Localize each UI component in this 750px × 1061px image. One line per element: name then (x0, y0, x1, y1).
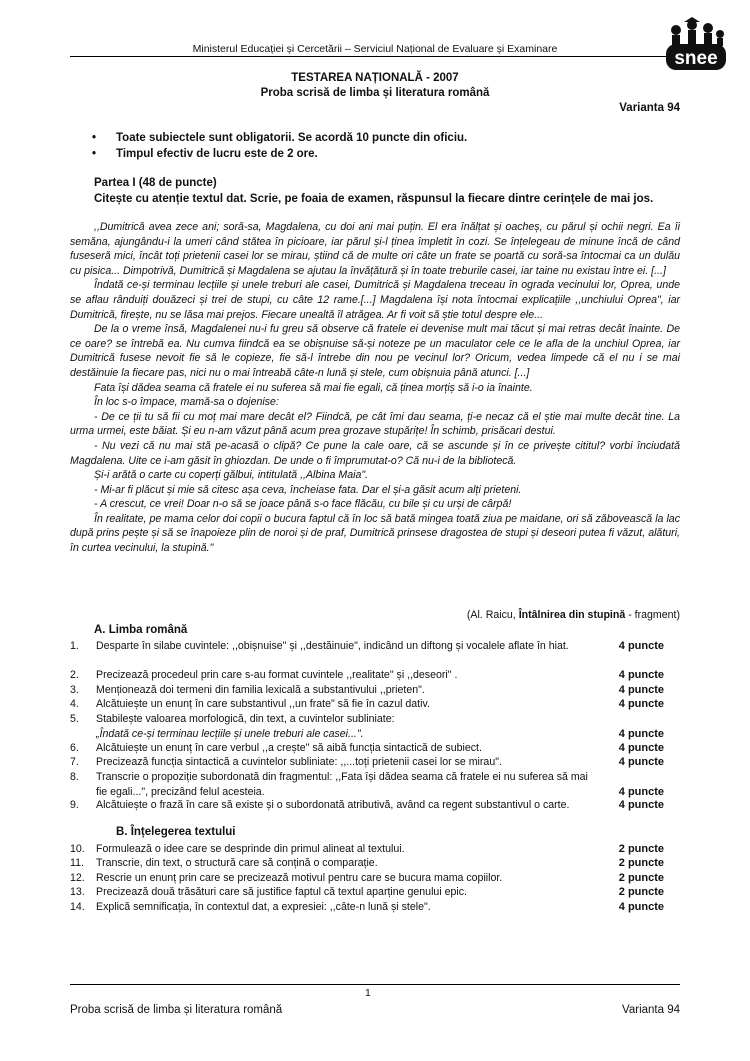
question-item (70, 842, 680, 857)
question-text: Transcrie o propoziție subordonată din fragmentul: ,,Fata își dădea seama că fratele ei nu suferea să mai fie egali...", precizând felul acesteia. (96, 771, 588, 798)
question-points: 4 puncte (618, 640, 664, 652)
passage-paragraph: ,,Dumitrică avea zece ani; soră-sa, Magdalena, cu doi ani mai puțin. El era înălțat și oacheș, cu părul și ochii negri. Ea îi semăna, ajungându-i la umeri când stătea în picioare, iar părul și-l ținea împletit în cozi. Se înțelegeau de minune încă de când fuseseră mici, încât toți prietenii casei lor se mirau, știind că de multe ori câte un frate se poartă cu soră-sa întocmai ca un dulău cu pisica... Dimpotrivă, Dumitrică și Magdalena se ajutau la învățătură și în toate treburile casei, iar taine nu existau între ei. [...] (70, 221, 680, 277)
question-points: 4 puncte (618, 742, 664, 754)
passage-paragraph: - A crescut, ce vrei! Doar n-o să se joace până s-o face flăcău, cu bile și cu urși de cârpă! (94, 498, 512, 511)
passage-paragraph: În loc s-o împace, mamă-sa o dojenise: (94, 396, 279, 409)
passage-paragraph: Fata își dădea seama că fratele ei nu suferea să mai fie egali, că ținea morțiș să i-o ia înainte. (94, 381, 533, 394)
question-points: 4 puncte (618, 756, 664, 768)
footer-title: Proba scrisă de limba și literatura română (70, 1004, 283, 1016)
instructions-list (92, 130, 692, 162)
question-text: Precizează procedeul prin care s-au format cuvintele ,,realitate" și ,,deseori" . (96, 669, 458, 681)
footer-divider (70, 984, 680, 985)
question-text: Precizează două trăsături care să justifice faptul că textul aparține genului epic. (96, 886, 467, 898)
passage-source (70, 608, 680, 622)
question-text: Transcrie, din text, o structură care să conțină o comparație. (96, 857, 378, 869)
source-work: Întâlnirea din stupină (518, 609, 626, 621)
question-number: 11. (70, 857, 84, 869)
question-item (70, 856, 680, 871)
question-number: 6. (70, 742, 79, 754)
question-number: 2. (70, 669, 79, 681)
question-item (70, 697, 680, 712)
question-number: 12. (70, 872, 85, 884)
question-text: Explică semnificația, în contextul dat, a expresiei: ,,câte-n lună și stele". (96, 901, 431, 913)
footer-variant: Varianta 94 (622, 1004, 680, 1016)
passage-paragraph: - Nu vezi că nu mai stă pe-acasă o clipă? Ce pune la cale oare, că se ascunde și în ce privește cititul? vorbi înciudată Magdalena. Uite ce i-am găsit în ghiozdan. De unde o fi împrumutat-o? Că nu-i de la bibliotecă. (70, 439, 680, 467)
exam-title: TESTAREA NAȚIONALĂ - 2007 (291, 72, 459, 84)
question-text: Stabilește valoarea morfologică, din text, a cuvintelor subliniate: (96, 713, 395, 725)
passage-paragraph: - De ce ții tu să fii cu moț mai mare decât el? Fiindcă, pe cât îmi dau seama, ți-e necaz că el știe mai multe decât tine. La urma urmei, este băiat. Și eu n-am văzut până acum prea grozave stupărițe! În schimb, prisăcari destui. (70, 410, 680, 438)
question-item (70, 755, 680, 770)
header-divider (70, 56, 676, 57)
question-points: 2 puncte (618, 886, 664, 898)
section-a-title: A. Limba română (94, 624, 188, 636)
question-text: Alcătuiește un enunț în care substantivul ,,un frate" să fie în cazul dativ. (96, 698, 430, 710)
exam-subtitle: Proba scrisă de limba și literatura română (260, 87, 490, 99)
passage-paragraph: Îndată ce-și terminau lecțiile și unele treburi ale casei, Dumitrică și Magdalena treceau în ograda vecinului lor, Oprea, unde se aflau rânduiți douăzeci și trei de stupi, cu câte 12 rame.[...] Magdalena își nota întocmai explicațiile ,,unchiului Oprea", iar Dumitrică, firește, nu se lăsa mai prejos. Fiecare unealtă îl atrăgea. Ar fi voit să știe totul despre ele... (70, 279, 680, 321)
question-item (70, 871, 680, 886)
instruction-item: • Timpul efectiv de lucru este de 2 ore. (92, 146, 692, 162)
instruction-item: • Toate subiectele sunt obligatorii. Se acordă 10 puncte din oficiu. (92, 130, 692, 146)
question-text: Rescrie un enunț prin care se precizează motivul pentru care se bucura mama copiilor. (96, 872, 503, 884)
question-number: 8. (70, 771, 79, 783)
part-instruction: Citește cu atenție textul dat. Scrie, pe foaia de examen, răspunsul la fiecare dintre cerințele de mai jos. (94, 193, 654, 205)
part-title: Partea I (48 de puncte) (94, 177, 217, 189)
question-text: Alcătuiește un enunț în care verbul ,,a crește" să aibă funcția sintactică de subiect. (96, 742, 482, 754)
variant-label: Varianta 94 (619, 102, 680, 114)
question-text: Formulează o idee care se desprinde din primul alineat al textului. (96, 843, 405, 855)
question-points: 4 puncte (618, 727, 664, 740)
question-number: 4. (70, 698, 79, 710)
question-item (70, 770, 680, 799)
question-points: 4 puncte (618, 684, 664, 696)
question-item (70, 683, 680, 698)
snee-logo (660, 16, 730, 76)
question-item (70, 712, 680, 741)
source-suffix: - fragment) (628, 609, 680, 621)
question-item (70, 639, 680, 654)
header-ministry: Ministerul Educației și Cercetării – Serviciul Național de Evaluare și Examinare (192, 43, 558, 55)
question-points: 4 puncte (618, 698, 664, 710)
passage-paragraph: Și-i arătă o carte cu coperți gălbui, intitulată ,,Albina Maia". (94, 469, 369, 482)
question-number: 10. (70, 843, 85, 855)
question-text: Menționează doi termeni din familia lexicală a substantivului ,,prieten". (96, 684, 425, 696)
source-author: (Al. Raicu, (466, 609, 516, 621)
question-text: Precizează funcția sintactică a cuvintelor subliniate: ,,...toți prietenii casei lor se mirau". (96, 756, 502, 768)
question-number: 5. (70, 713, 79, 725)
question-points: 4 puncte (618, 785, 664, 798)
section-b-title: B. Înțelegerea textului (116, 826, 236, 838)
page-number: 1 (365, 987, 371, 999)
passage-paragraph: În realitate, pe mama celor doi copii o bucura faptul că în loc să bată mingea toată ziua pe maidane, ori să zăbovească la lac după prins pește și să se înapoieze plin de noroi și de praf, Dumitrică prinsese dragostea de stupi și deseori putea fi văzut, alături, în curtea vecinului, la stupină." (70, 512, 680, 555)
question-points: 4 puncte (618, 799, 664, 811)
passage-paragraph: - Mi-ar fi plăcut și mie să citesc așa ceva, încheiase fata. Dar el și-a găsit acum alți prieteni. (94, 483, 522, 496)
question-number: 9. (70, 799, 79, 811)
question-item (70, 798, 680, 813)
question-text: Alcătuiește o frază în care să existe și o subordonată atributivă, având ca regent substantivul o carte. (96, 799, 570, 811)
question-points: 2 puncte (618, 857, 664, 869)
question-points: 4 puncte (618, 669, 664, 681)
question-number: 3. (70, 684, 79, 696)
question-number: 7. (70, 756, 79, 768)
question-number: 1. (70, 640, 79, 652)
logo-text: snee (674, 48, 718, 69)
question-number: 13. (70, 886, 85, 898)
passage-paragraph: De la o vreme însă, Magdalenei nu-i fu greu să observe că fratele ei devenise mult mai tăcut și mai retras decât înainte. De ce oare? se întrebă ea. Nu cumva fiindcă ea se obișnuise să-și noteze pe un maculator cele ce le afla de la unchiul Oprea, iar Dumitrică fusese nevoit fie să le copieze, fie să-l întrebe din nou pe vecinul lor? Oricum, vedea limpede că el nu i se mai destăinuie la fiecare pas, nici nu o mai întreabă câte-n lună și stele, cum obișnuia până atunci. [...] (70, 323, 680, 379)
question-item (70, 668, 680, 683)
question-text: Desparte în silabe cuvintele: ,,obișnuise" și ,,destăinuie", indicând un diftong și vocalele aflate în hiat. (96, 640, 569, 652)
question-number: 14. (70, 901, 85, 913)
question-points: 4 puncte (618, 901, 664, 913)
question-item (70, 741, 680, 756)
question-points: 2 puncte (618, 872, 664, 884)
reading-passage (70, 220, 680, 556)
question-quote: „Îndată ce-și terminau lecțiile și unele treburi ale casei...". (96, 727, 364, 740)
question-item (70, 900, 680, 915)
question-item (70, 885, 680, 900)
question-points: 2 puncte (618, 843, 664, 855)
